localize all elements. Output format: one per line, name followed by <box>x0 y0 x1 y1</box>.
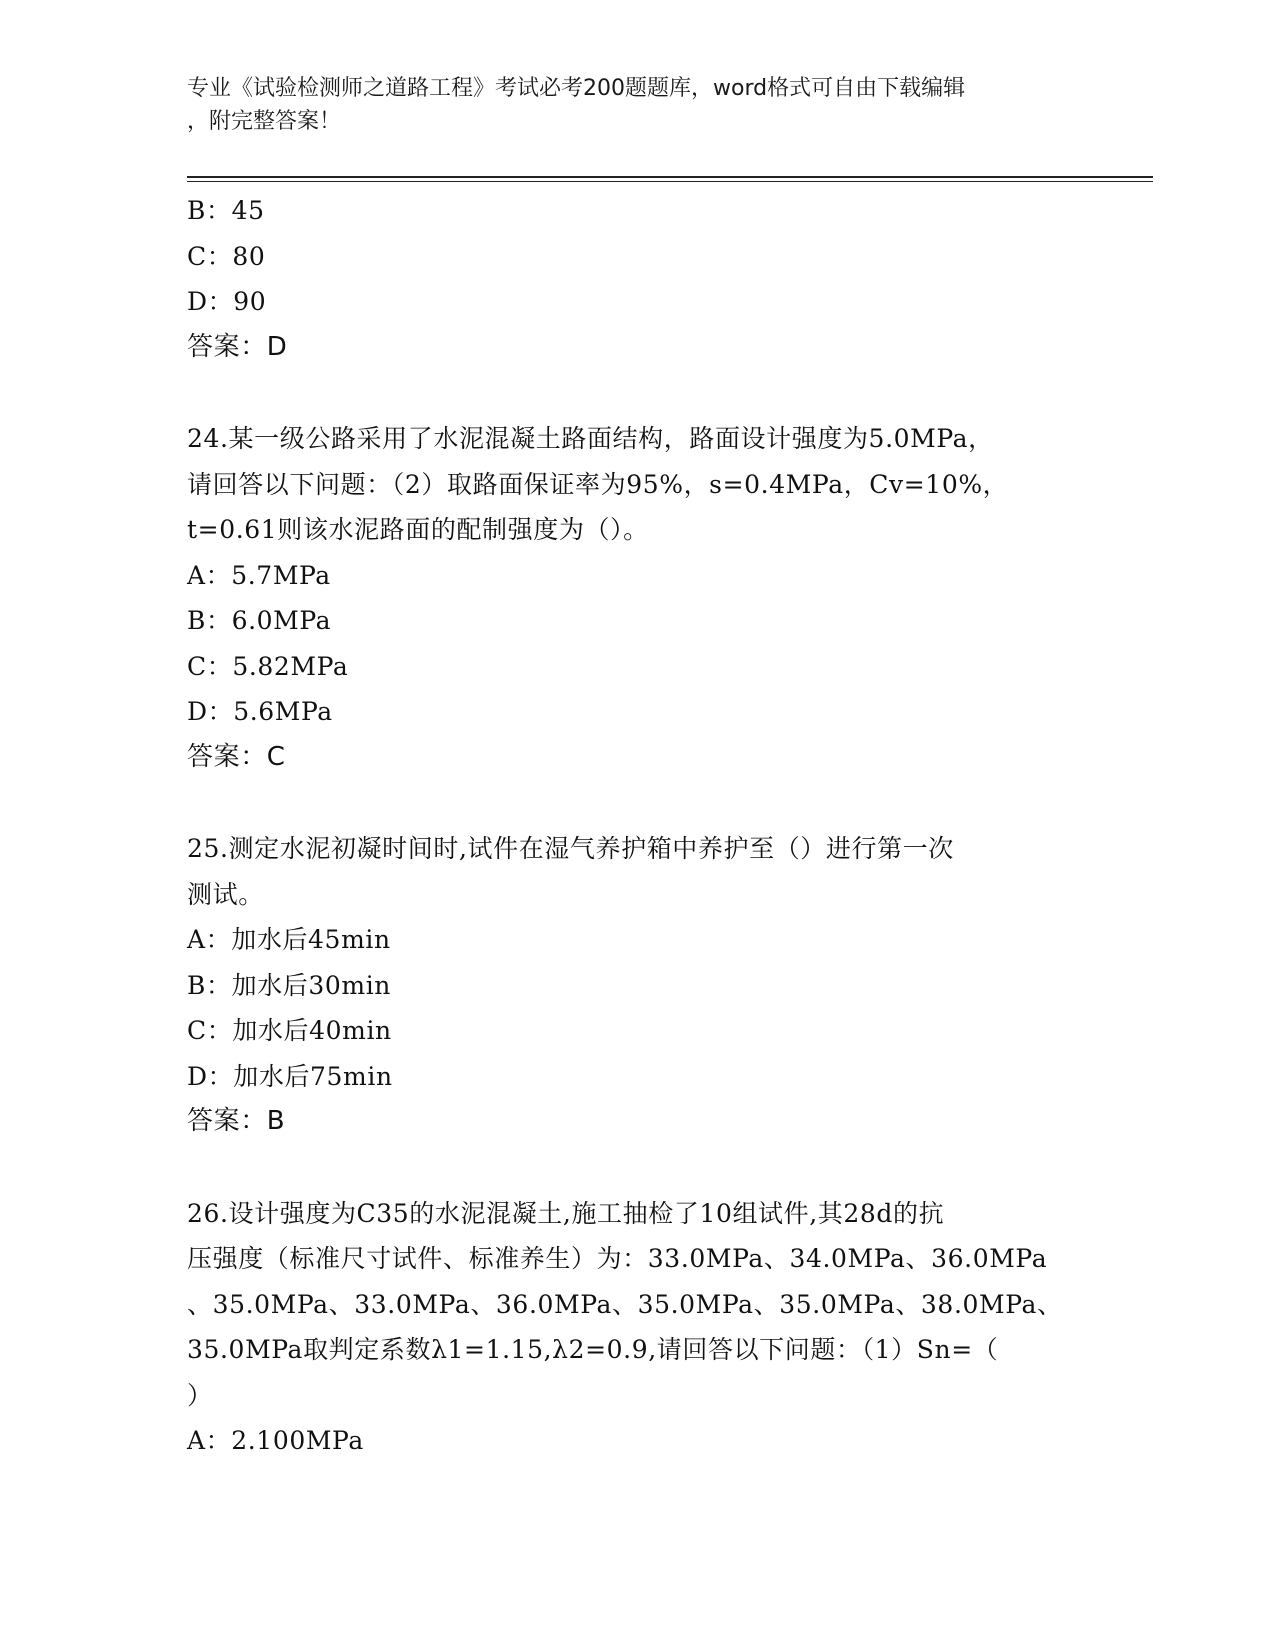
question-stem-line: 25.测定水泥初凝时间时,试件在湿气养护箱中养护至（）进行第一次 <box>187 834 954 863</box>
document-header <box>187 72 1067 138</box>
question-spacer <box>187 1145 1087 1191</box>
option-c: C：加水后40min <box>187 1016 392 1045</box>
question-stem-line: t=0.61则该水泥路面的配制强度为（）。 <box>187 515 649 544</box>
question-23-continued <box>187 188 1087 370</box>
question-26 <box>187 1191 1087 1464</box>
question-stem-line: 、35.0MPa、33.0MPa、36.0MPa、35.0MPa、35.0MPa、38.0MPa、 <box>187 1289 1063 1319</box>
option-d: D：5.6MPa <box>187 697 333 726</box>
option-b: B：6.0MPa <box>187 606 332 635</box>
option-d: D：90 <box>187 287 267 316</box>
option-a: A：5.7MPa <box>187 560 331 590</box>
question-stem-line: ） <box>187 1380 213 1410</box>
header-title-line-2: ，附完整答案！ <box>187 109 342 134</box>
option-c: C：5.82MPa <box>187 651 349 681</box>
answer-line: 答案：B <box>187 1106 286 1136</box>
option-a: A：加水后45min <box>187 925 391 954</box>
option-d: D：加水后75min <box>187 1061 393 1091</box>
answer-line: 答案：D <box>187 331 288 362</box>
header-title-line-1: 专业《试验检测师之道路工程》考试必考200题题库，word格式可自由下载编辑 <box>187 76 966 101</box>
question-stem-line: 35.0MPa取判定系数λ1=1.15,λ2=0.9,请回答以下问题：（1）Sn=（ <box>187 1335 999 1364</box>
option-b: B：45 <box>187 196 265 225</box>
question-list <box>187 188 1087 1464</box>
question-spacer <box>187 780 1087 826</box>
question-stem-line: 测试。 <box>187 879 264 909</box>
question-stem-line: 压强度（标准尺寸试件、标准养生）为：33.0MPa、34.0MPa、36.0MPa <box>187 1244 1048 1273</box>
question-stem-line: 26.设计强度为C35的水泥混凝土,施工抽检了10组试件,其28d的抗 <box>187 1198 945 1228</box>
question-stem-line: 24.某一级公路采用了水泥混凝土路面结构，路面设计强度为5.0MPa， <box>187 424 994 453</box>
option-c: C：80 <box>187 241 266 271</box>
header-divider-thick <box>187 176 1153 178</box>
option-a: A：2.100MPa <box>187 1426 364 1455</box>
answer-line: 答案：C <box>187 741 286 772</box>
question-spacer <box>187 370 1087 416</box>
option-b: B：加水后30min <box>187 970 391 1000</box>
question-24 <box>187 416 1087 780</box>
header-divider-thin <box>187 181 1153 182</box>
question-stem-line: 请回答以下问题：（2）取路面保证率为95%，s=0.4MPa，Cv=10%， <box>187 469 1009 499</box>
question-25 <box>187 826 1087 1145</box>
